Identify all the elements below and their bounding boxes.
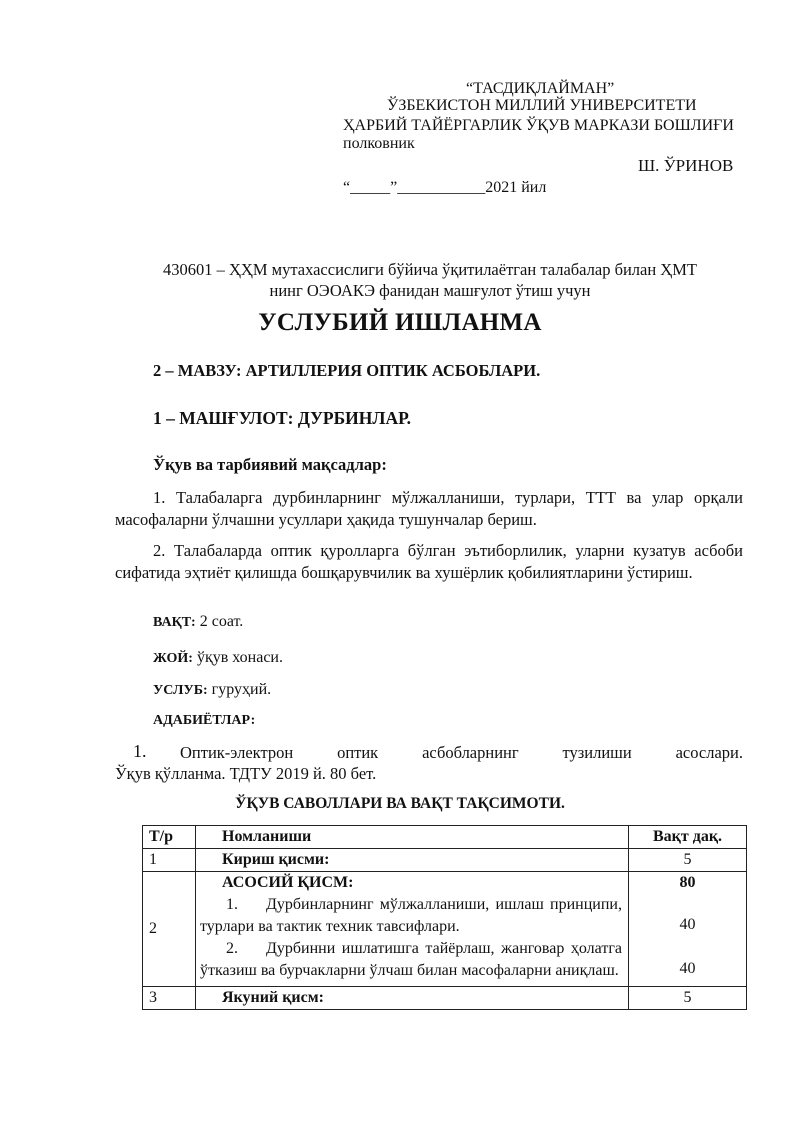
row-time: 5 bbox=[629, 987, 747, 1010]
literature-number: 1. bbox=[133, 741, 147, 761]
intro-line-1: 430601 – ҲҲМ мутахассислиги бўйича ўқитилаётган талабалар билан ҲМТ bbox=[163, 260, 697, 279]
item-time: 40 bbox=[679, 960, 696, 977]
time-label: ВАҚТ: bbox=[153, 615, 196, 630]
page-title: УСЛУБИЙ ИШЛАНМА bbox=[258, 309, 542, 336]
approval-title: “ТАСДИҚЛАЙМАН” bbox=[466, 80, 615, 97]
table-header-row bbox=[143, 826, 747, 849]
approval-date: “_____”___________2021 йил bbox=[343, 179, 547, 196]
time-line bbox=[153, 613, 243, 631]
approval-signer: Ш. ЎРИНОВ bbox=[638, 156, 734, 175]
goals-heading: Ўқув ва тарбиявий мақсадлар: bbox=[153, 455, 387, 474]
place-line bbox=[153, 649, 283, 667]
main-part-title: АСОСИЙ ҚИСМ: bbox=[222, 874, 354, 891]
literature-line-1: Оптик-электрон оптик асбобларнинг тузилиши асослари. bbox=[180, 743, 743, 762]
row-number: 1 bbox=[143, 849, 196, 872]
method-value: гуруҳий. bbox=[207, 681, 272, 698]
time-value: 2 соат. bbox=[195, 613, 244, 630]
main-part-item: 2. Дурбинни ишлатишга тайёрлаш, жанговар ҳолатга ўтказиш ва бурчакларни ўлчаш билан масофаларни аниқлаш. bbox=[200, 940, 622, 979]
header-name: Номланиши bbox=[196, 826, 629, 849]
row-number: 3 bbox=[143, 987, 196, 1010]
literature-label: АДАБИЁТЛАР: bbox=[153, 713, 256, 728]
place-label: ЖОЙ: bbox=[153, 651, 193, 666]
goal-item: 1. Талабаларга дурбинларнинг мўлжалланиши, турлари, ТТТ ва улар орқали масофаларни ўлчашни усуллари ҳақида тушунчалар бериш. bbox=[115, 488, 743, 529]
row-name: Кириш қисми: bbox=[196, 849, 629, 872]
method-line bbox=[153, 681, 271, 699]
lesson-heading: 1 – МАШҒУЛОТ: ДУРБИНЛАР. bbox=[153, 408, 411, 428]
table-title: ЎҚУВ САВОЛЛАРИ ВА ВАҚТ ТАҚСИМОТИ. bbox=[235, 795, 565, 812]
header-number: Т/р bbox=[143, 826, 196, 849]
main-part-time: 80 bbox=[679, 874, 696, 891]
main-part-item: 1. Дурбинларнинг мўлжалланиши, ишлаш принципи, турлари ва тактик техник тавсифлари. bbox=[200, 896, 622, 935]
header-time: Вақт дақ. bbox=[629, 826, 747, 849]
intro-line-2: нинг ОЭОАКЭ фанидан машғулот ўтиш учун bbox=[269, 281, 591, 300]
place-value: ўқув хонаси. bbox=[192, 649, 283, 666]
row-number: 2 bbox=[143, 872, 196, 987]
row-time bbox=[629, 872, 747, 987]
approval-rank: полковник bbox=[343, 135, 415, 152]
goal-item: 2. Талабаларда оптик қуролларга бўлган эътиборлилик, уларни кузатув асбоби сифатида эҳтиёт қилишда бошқарувчилик ва хушёрлик қобилиятларини ўстириш. bbox=[115, 541, 743, 582]
method-label: УСЛУБ: bbox=[153, 683, 208, 698]
schedule-table bbox=[142, 825, 747, 1010]
table-row bbox=[143, 849, 747, 872]
approval-line-1: ЎЗБЕКИСТОН МИЛЛИЙ УНИВЕРСИТЕТИ bbox=[387, 97, 697, 114]
approval-line-2: ҲАРБИЙ ТАЙЁРГАРЛИК ЎҚУВ МАРКАЗИ БОШЛИҒИ bbox=[343, 117, 734, 134]
literature-line-2: Ўқув қўлланма. ТДТУ 2019 й. 80 бет. bbox=[115, 764, 377, 783]
table-row bbox=[143, 872, 747, 987]
topic-heading: 2 – МАВЗУ: АРТИЛЛЕРИЯ ОПТИК АСБОБЛАРИ. bbox=[153, 361, 541, 380]
item-time: 40 bbox=[679, 916, 696, 933]
table-row bbox=[143, 987, 747, 1010]
row-time: 5 bbox=[629, 849, 747, 872]
row-name: Якуний қисм: bbox=[196, 987, 629, 1010]
row-name bbox=[196, 872, 629, 987]
